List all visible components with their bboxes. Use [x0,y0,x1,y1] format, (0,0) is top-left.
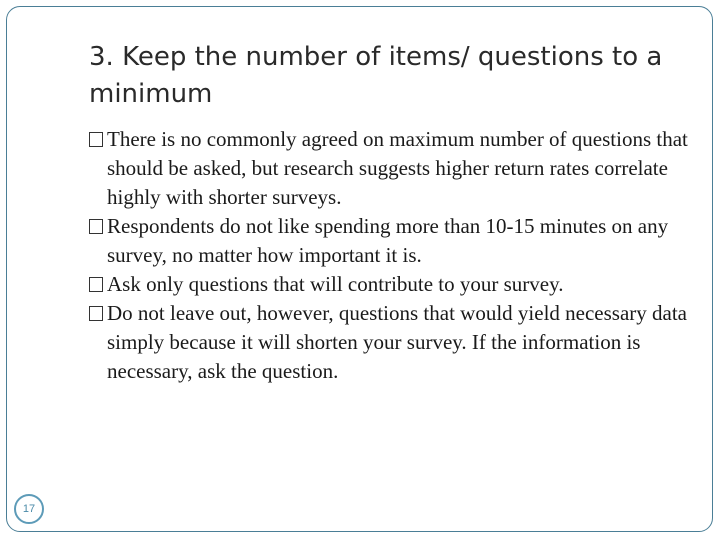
slide-frame [6,6,713,532]
bullet-text: Respondents do not like spending more than 10-15 minutes on any survey, no matter how important it is. [107,214,669,267]
slide-number-badge [14,494,44,524]
checkbox-square-icon [89,132,103,147]
bullet-item [89,212,689,270]
bullet-text: Ask only questions that will contribute to your survey. [107,272,564,296]
checkbox-square-icon [89,219,103,234]
checkbox-square-icon [89,277,103,292]
bullet-item [89,270,689,299]
bullet-item [89,125,689,212]
slide-number: 17 [22,503,36,515]
bullet-text: There is no commonly agreed on maximum number of questions that should be asked, but research suggests higher return rates correlate highly with shorter surveys. [107,127,688,209]
bullet-text: Do not leave out, however, questions that would yield necessary data simply because it will shorten your survey. If the information is necessary, ask the question. [107,301,688,383]
bullet-list [89,125,689,386]
checkbox-square-icon [89,306,103,321]
bullet-item [89,299,689,386]
slide-title: 3. Keep the number of items/ questions to a minimum [89,42,663,109]
